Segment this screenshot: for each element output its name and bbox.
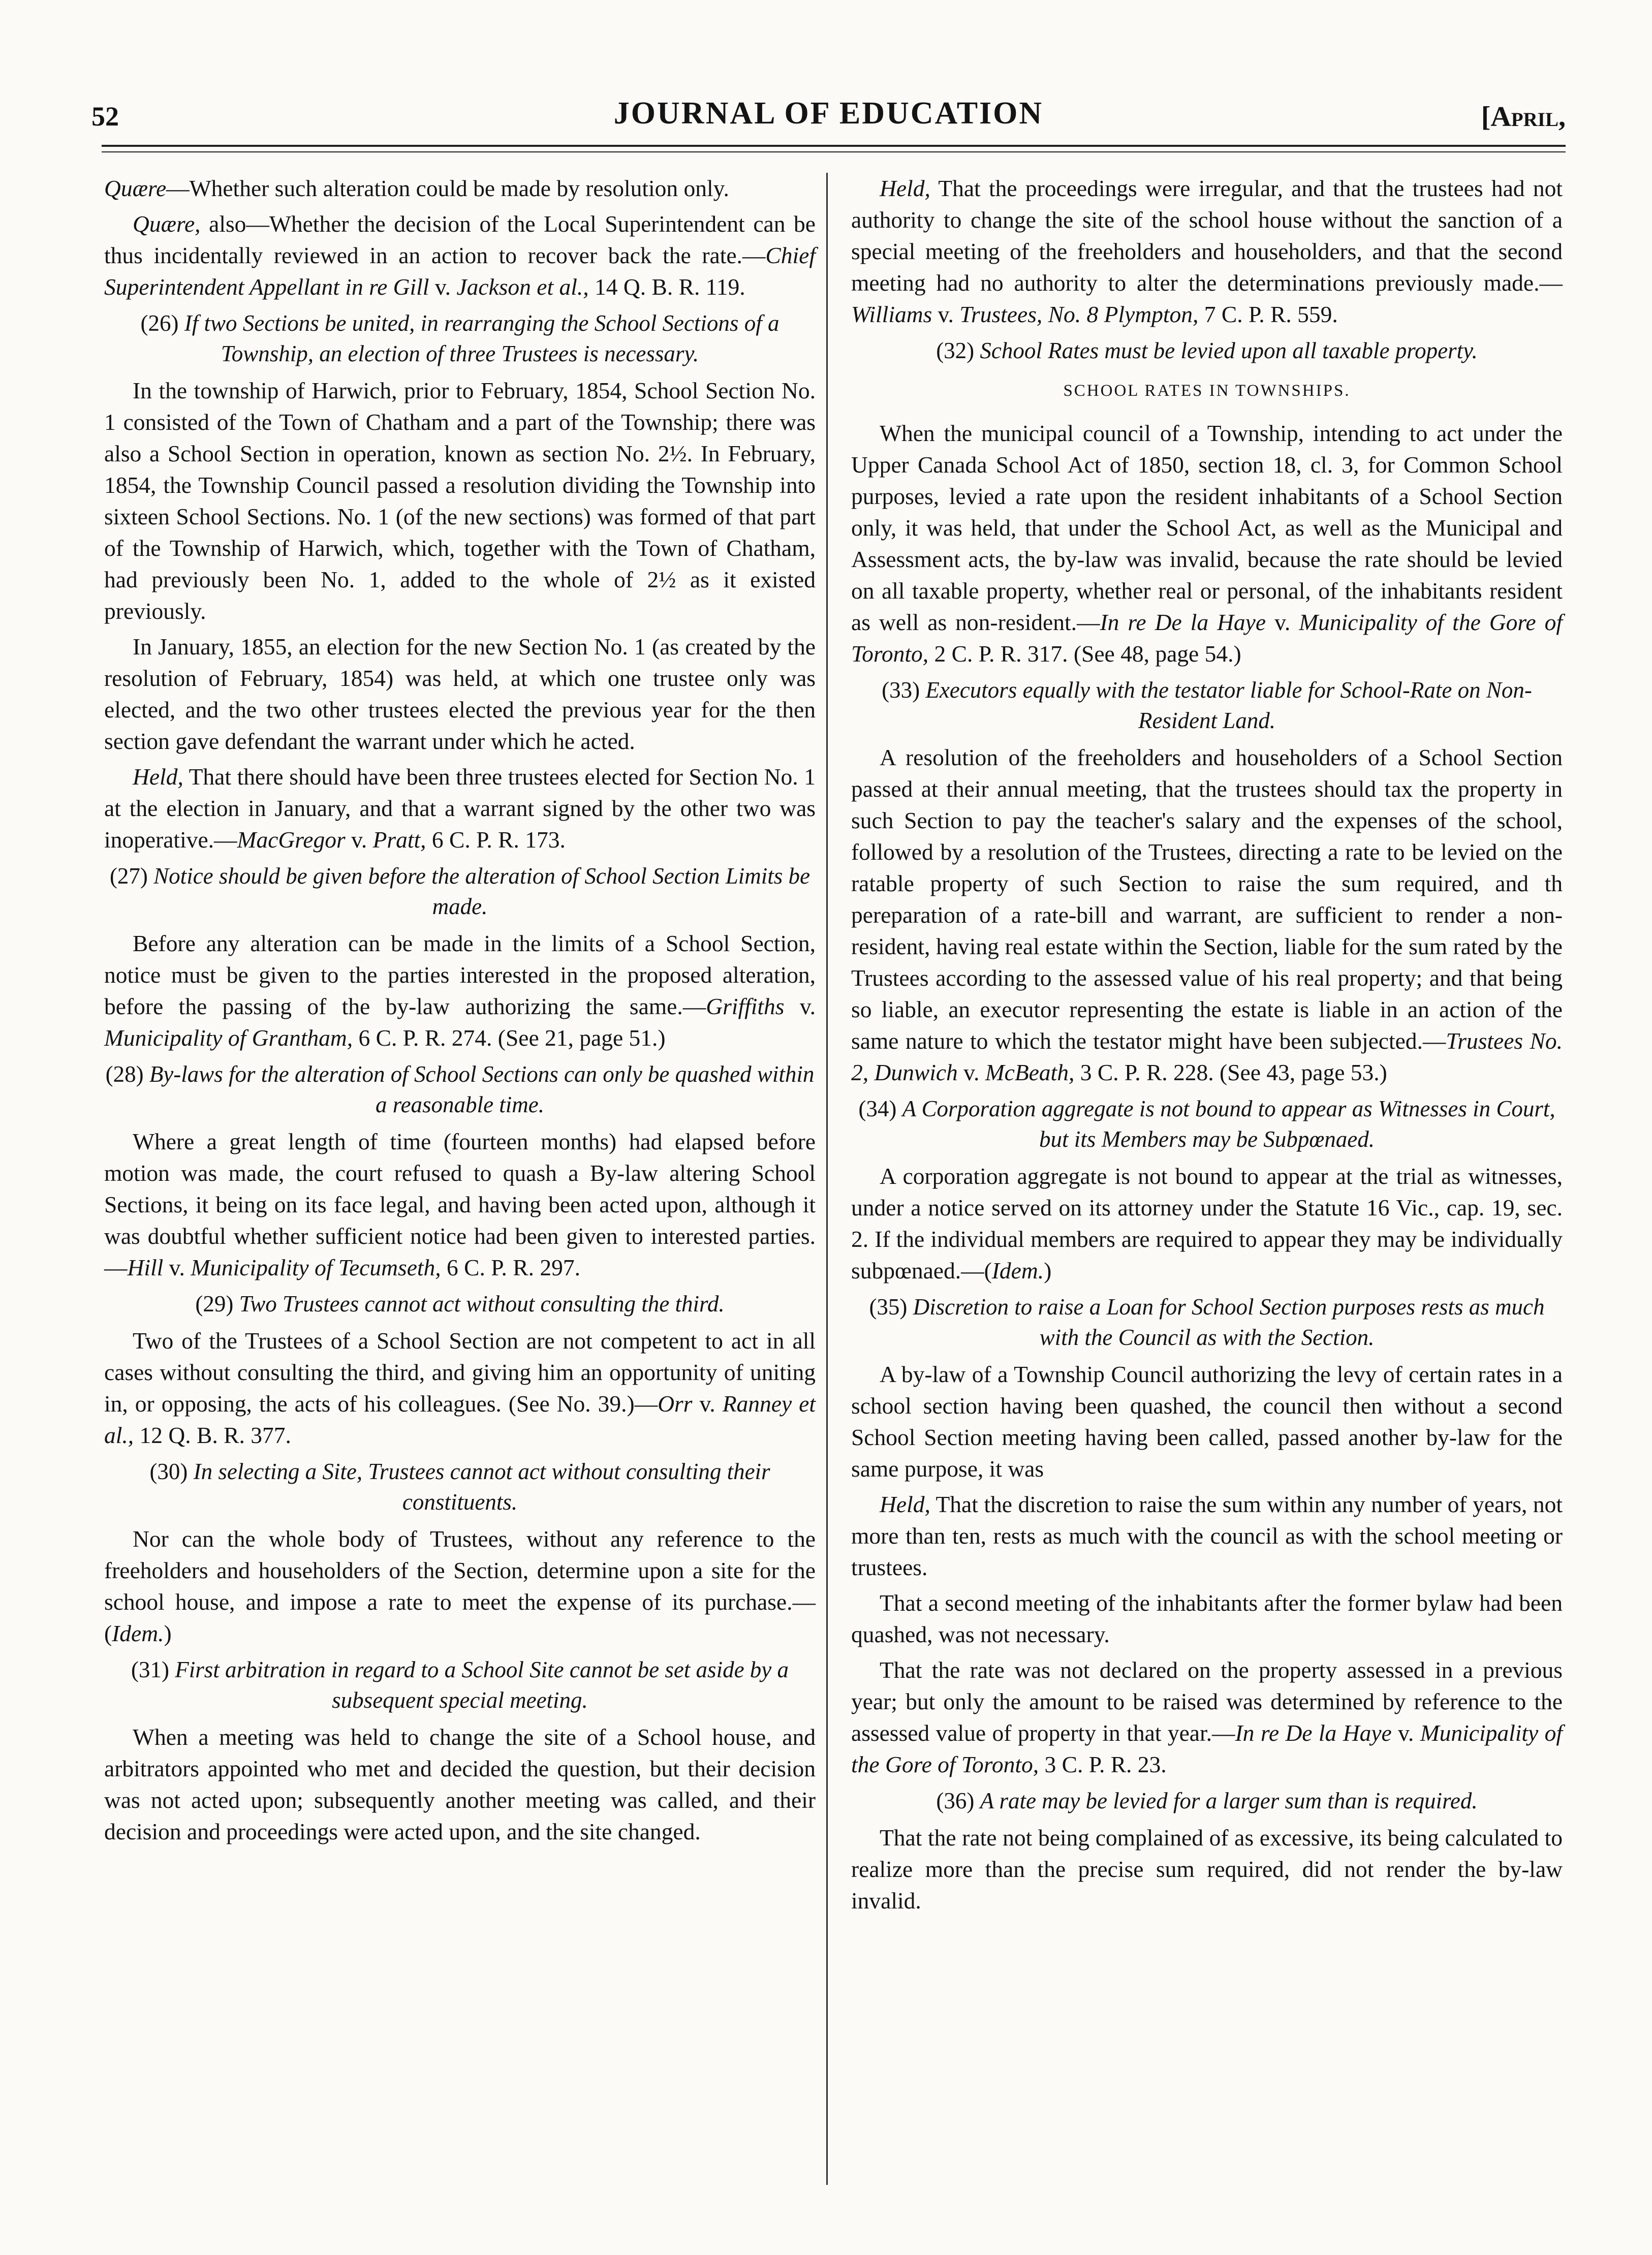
body-paragraph: That the rate not being complained of as excessive, its being calculated to realize more than the precise sum required, did not render the by-law invalid. [851,1825,1563,1914]
case-number: (26) [140,310,184,336]
case-heading [104,308,816,369]
case-number: (32) [936,338,980,363]
header-rule [102,145,1566,147]
case-heading [104,861,816,922]
case-heading [104,1654,816,1715]
case-number: (31) [131,1657,175,1682]
body-paragraph: That a second meeting of the inhabitants after the former bylaw had been quashed, was not necessary. [851,1590,1563,1647]
body-paragraph: Nor can the whole body of Trustees, without any reference to the freeholders and householders of the Section, determine upon a site for the school house, and impose a rate to meet the expense of its purchase.—(Idem.) [104,1526,816,1646]
body-paragraph: When a meeting was held to change the site of a School house, and arbitrators appointed who met and decided the question, but their decision was not acted upon; subsequently another meeting was called, and their decision and proceedings were acted upon, and the site changed. [104,1724,816,1844]
body-paragraph: A resolution of the freeholders and householders of a School Section passed at their annual meeting, that the trustees should tax the property in such Section to pay the teacher's salary and the expenses of the school, followed by a resolution of the Trustees, directing a rate to be levied on the ratable property of such Section to raise the sum required, and th pereparation of a rate-bill and warrant, are sufficient to render a non-resident, having real estate within the Section, liable for the sum rated by the Trustees according to the assessed value of his real property; and that being so liable, an executor representing the estate is liable in an action of the same nature to which the testator might have been subjected.—Trustees No. 2, Dunwich v. McBeath, 3 C. P. R. 228. (See 43, page 53.) [851,744,1563,1085]
case-number: (34) [858,1096,902,1121]
body-paragraph: Quære—Whether such alteration could be made by resolution only. [104,175,729,201]
case-heading-text: A Corporation aggregate is not bound to appear as Witnesses in Court, but its Members may be Subpœnaed. [902,1096,1555,1152]
case-heading-text: Executors equally with the testator liable for School-Rate on Non-Resident Land. [925,677,1532,733]
case-heading [851,1093,1563,1154]
case-heading [851,1292,1563,1353]
body-paragraph: A corporation aggregate is not bound to appear at the trial as witnesses, under a notice served on its attorney under the Statute 16 Vic., cap. 19, sec. 2. If the individual members are required to appear they may be individually subpœnaed.—(Idem.) [851,1163,1563,1283]
left-column [104,173,816,1852]
column-divider [826,173,828,2185]
section-subheading: SCHOOL RATES IN TOWNSHIPS. [1063,382,1351,400]
right-column [851,173,1563,1921]
body-paragraph: In the township of Harwich, prior to February, 1854, School Section No. 1 consisted of the Town of Chatham and a part of the Township; there was also a School Section in operation, known as section No. 2½. In February, 1854, the Township Council passed a resolution dividing the Township into sixteen School Sections. No. 1 (of the new sections) was formed of that part of the Township of Harwich, which, together with the Town of Chatham, had previously been No. 1, added to the whole of 2½ as it existed previously. [104,378,816,624]
case-heading-text: A rate may be levied for a larger sum than is required. [980,1788,1478,1813]
case-heading [851,335,1563,366]
body-paragraph: In January, 1855, an election for the new Section No. 1 (as created by the resolution of February, 1854) was held, at which one trustee only was elected, and the two other trustees elected the previous year for the then section gave defendant the warrant under which he acted. [104,634,816,754]
case-heading [104,1289,816,1319]
case-heading-text: First arbitration in regard to a School Site cannot be set aside by a subsequent special meeting. [175,1657,789,1713]
case-heading-text: Notice should be given before the alteration of School Section Limits be made. [153,863,811,919]
case-heading [851,1786,1563,1816]
case-heading-text: Discretion to raise a Loan for School Section purposes rests as much with the Council as with the Section. [913,1294,1545,1350]
case-heading-text: School Rates must be levied upon all taxable property. [980,338,1478,363]
body-paragraph: Held, That there should have been three trustees elected for Section No. 1 at the election in January, and that a warrant signed by the other two was inoperative.—MacGregor v. Pratt, 6 C. P. R. 173. [104,764,816,853]
body-paragraph: That the rate was not declared on the property assessed in a previous year; but only the amount to be raised was determined by reference to the assessed value of property in that year.—In re De la Haye v. Municipality of the Gore of Toronto, 3 C. P. R. 23. [851,1657,1563,1777]
body-paragraph: Where a great length of time (fourteen months) had elapsed before motion was made, the court refused to quash a By-law altering School Sections, it being on its face legal, and having been acted upon, although it was doubtful whether sufficient notice had been given to interested parties.—Hill v. Municipality of Tecumseth, 6 C. P. R. 297. [104,1129,816,1280]
case-number: (36) [936,1788,980,1813]
case-number: (33) [882,677,926,703]
case-heading-text: Two Trustees cannot act without consulting the third. [239,1291,725,1317]
case-heading [851,675,1563,736]
body-paragraph: Held, That the discretion to raise the sum within any number of years, not more than ten, rests as much with the council as with the school meeting or trustees. [851,1491,1563,1580]
case-heading [104,1456,816,1517]
body-paragraph: Quære, also—Whether the decision of the Local Superintendent can be thus incidentally reviewed in an action to recover back the rate.—Chief Superintendent Appellant in re Gill v. Jackson et al., 14 Q. B. R. 119. [104,211,816,300]
case-number: (29) [195,1291,239,1317]
case-number: (27) [109,863,154,889]
case-number: (28) [105,1061,149,1087]
page-number: 52 [91,101,119,132]
case-heading-text: In selecting a Site, Trustees cannot act without consulting their constituents. [193,1459,770,1515]
running-header [91,91,1566,137]
case-number: (30) [149,1459,194,1484]
case-number: (35) [869,1294,913,1320]
body-paragraph: When the municipal council of a Township, intending to act under the Upper Canada School Act of 1850, section 18, cl. 3, for Common School purposes, levied a rate upon the resident inhabitants of a School Section only, it was held, that under the School Act, as well as the Municipal and Assessment acts, the by-law was invalid, because the rate should be levied on all taxable property, whether real or personal, of the inhabitants resident as well as non-resident.—In re De la Haye v. Municipality of the Gore of Toronto, 2 C. P. R. 317. (See 48, page 54.) [851,420,1563,667]
case-heading-text: By-laws for the alteration of School Sections can only be quashed within a reasonable time. [149,1061,815,1117]
body-paragraph: Two of the Trustees of a School Section are not competent to act in all cases without consulting the third, and giving him an opportunity of uniting in, or opposing, the acts of his colleagues. (See No. 39.)—Orr v. Ranney et al., 12 Q. B. R. 377. [104,1328,816,1448]
body-paragraph: Before any alteration can be made in the limits of a School Section, notice must be given to the parties interested in the proposed alteration, before the passing of the by-law authorizing the same.—Griffiths v. Municipality of Grantham, 6 C. P. R. 274. (See 21, page 51.) [104,930,816,1051]
header-rule-thin [102,151,1566,152]
body-paragraph: A by-law of a Township Council authorizing the levy of certain rates in a school section having been quashed, the council then without a second School Section meeting having been called, passed another by-law for the same purpose, it was [851,1361,1563,1482]
body-paragraph: Held, That the proceedings were irregular, and that the trustees had not authority to change the site of the school house without the sanction of a special meeting of the freeholders and householders, and that the second meeting had no authority to alter the determinations previously made.—Williams v. Trustees, No. 8 Plympton, 7 C. P. R. 559. [851,175,1563,327]
journal-title: JOURNAL OF EDUCATION [613,96,1044,131]
case-heading [104,1059,816,1120]
case-heading-text: If two Sections be united, in rearranging the School Sections of a Township, an election of three Trustees is necessary. [184,310,780,366]
month-label: [April, [1481,101,1566,133]
